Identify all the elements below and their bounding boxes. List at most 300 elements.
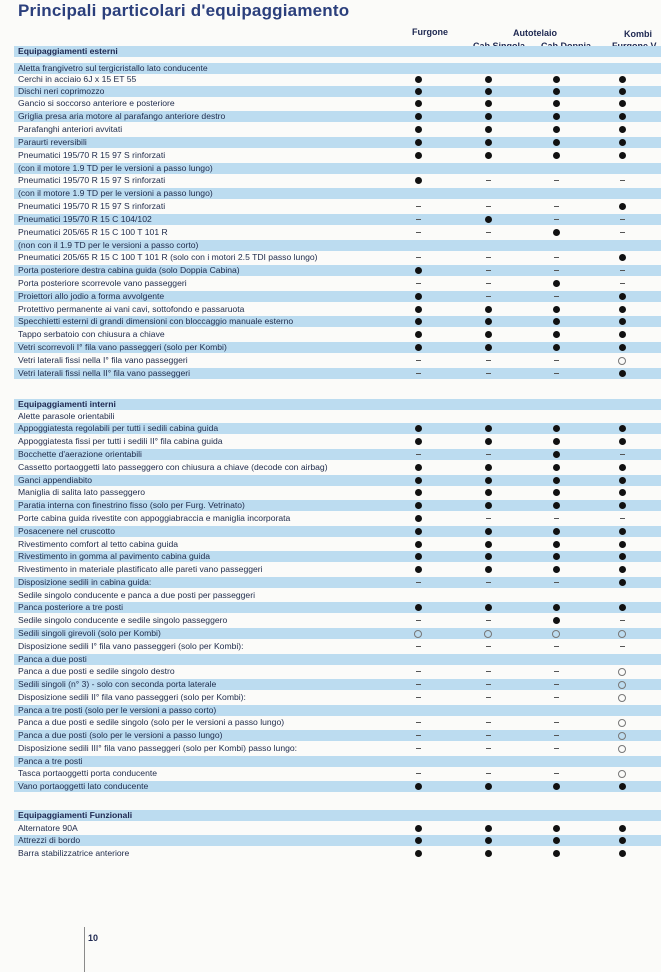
- not-available-marker-cab-doppia: [550, 730, 562, 741]
- not-available-marker-cab-doppia: [550, 265, 562, 276]
- not-available-marker-cab-singola: [482, 175, 494, 186]
- row-label: Pneumatici 195/70 R 15 97 S rinforzati: [18, 150, 166, 160]
- standard-marker-furgone: [412, 475, 424, 486]
- table-row: [14, 679, 661, 690]
- standard-marker-cab-singola: [482, 423, 494, 434]
- standard-marker-cab-singola: [482, 500, 494, 511]
- standard-marker-furgone: [412, 316, 424, 327]
- not-available-marker-furgone: [412, 278, 424, 289]
- row-label: Paratia interna con finestrino fisso (solo per Furg. Vetrinato): [18, 500, 245, 510]
- standard-marker-furgone: [412, 436, 424, 447]
- table-row: [14, 526, 661, 537]
- not-available-marker-kombi: [616, 214, 628, 225]
- row-label: Appoggiatesta regolabili per tutti i sedili cabina guida: [18, 423, 219, 433]
- table-row: [14, 240, 661, 251]
- row-label: Panca a tre posti (solo per le versioni a passo corto): [18, 705, 217, 715]
- row-label: Vetri scorrevoli I° fila vano passeggeri (solo per Kombi): [18, 342, 227, 352]
- not-available-marker-cab-singola: [482, 730, 494, 741]
- row-label: Pneumatici 195/70 R 15 C 104/102: [18, 214, 152, 224]
- table-row: [14, 848, 661, 859]
- not-available-marker-cab-singola: [482, 641, 494, 652]
- not-available-marker-cab-singola: [482, 513, 494, 524]
- table-row: [14, 368, 661, 379]
- section-heading: [14, 810, 661, 821]
- standard-marker-furgone: [412, 74, 424, 85]
- standard-marker-kombi: [616, 368, 628, 379]
- standard-marker-cab-doppia: [550, 86, 562, 97]
- standard-marker-cab-doppia: [550, 316, 562, 327]
- standard-marker-cab-doppia: [550, 539, 562, 550]
- standard-marker-cab-doppia: [550, 487, 562, 498]
- table-row: [14, 564, 661, 575]
- standard-marker-cab-doppia: [550, 564, 562, 575]
- standard-marker-furgone: [412, 551, 424, 562]
- row-label: Barra stabilizzatrice anteriore: [18, 848, 130, 858]
- not-available-marker-cab-singola: [482, 743, 494, 754]
- table-row: [14, 756, 661, 767]
- optional-marker-furgone: [412, 628, 424, 639]
- standard-marker-furgone: [412, 848, 424, 859]
- table-row: [14, 86, 661, 97]
- page-number: 10: [88, 933, 99, 943]
- standard-marker-kombi: [616, 823, 628, 834]
- row-label: Protettivo permanente ai vani cavi, sottofondo e passaruota: [18, 304, 245, 314]
- row-label: Pneumatici 205/65 R 15 C 100 T 101 R (solo con i motori 2.5 TDI passo lungo): [18, 252, 318, 262]
- row-label: Parafanghi anteriori avvitati: [18, 124, 123, 134]
- standard-marker-furgone: [412, 526, 424, 537]
- row-label: Paraurti reversibili: [18, 137, 87, 147]
- not-available-marker-cab-doppia: [550, 768, 562, 779]
- row-label: Vetri laterali fissi nella I° fila vano passeggeri: [18, 355, 188, 365]
- row-label: (con il motore 1.9 TD per le versioni a passo lungo): [18, 188, 213, 198]
- table-row: [14, 411, 661, 422]
- row-label: Rivestimento in gomma al pavimento cabina guida: [18, 551, 211, 561]
- not-available-marker-cab-doppia: [550, 201, 562, 212]
- section-heading: [14, 399, 661, 410]
- table-row: [14, 500, 661, 511]
- standard-marker-kombi: [616, 487, 628, 498]
- row-label: (non con il 1.9 TD per le versioni a passo corto): [18, 240, 199, 250]
- optional-marker-kombi: [616, 355, 628, 366]
- standard-marker-cab-singola: [482, 214, 494, 225]
- standard-marker-kombi: [616, 137, 628, 148]
- standard-marker-furgone: [412, 500, 424, 511]
- row-label: Disposizione sedili II° fila vano passeggeri (solo per Kombi):: [18, 692, 246, 702]
- row-label: Equipaggiamenti Funzionali: [18, 810, 133, 820]
- table-row: [14, 316, 661, 327]
- standard-marker-cab-doppia: [550, 462, 562, 473]
- section-heading: [14, 46, 661, 57]
- standard-marker-kombi: [616, 316, 628, 327]
- standard-marker-cab-doppia: [550, 278, 562, 289]
- not-available-marker-cab-singola: [482, 291, 494, 302]
- row-label: Rivestimento in materiale plastificato alle pareti vano passeggeri: [18, 564, 263, 574]
- standard-marker-cab-doppia: [550, 227, 562, 238]
- table-row: [14, 641, 661, 652]
- standard-marker-kombi: [616, 86, 628, 97]
- table-row: [14, 304, 661, 315]
- standard-marker-cab-singola: [482, 551, 494, 562]
- standard-marker-cab-singola: [482, 602, 494, 613]
- not-available-marker-furgone: [412, 227, 424, 238]
- table-row: [14, 227, 661, 238]
- table-row: [14, 137, 661, 148]
- not-available-marker-cab-singola: [482, 717, 494, 728]
- standard-marker-cab-singola: [482, 86, 494, 97]
- standard-marker-cab-singola: [482, 539, 494, 550]
- not-available-marker-cab-singola: [482, 615, 494, 626]
- standard-marker-cab-singola: [482, 781, 494, 792]
- row-label: Porta posteriore scorrevole vano passeggeri: [18, 278, 187, 288]
- standard-marker-cab-doppia: [550, 848, 562, 859]
- standard-marker-furgone: [412, 137, 424, 148]
- standard-marker-kombi: [616, 781, 628, 792]
- standard-marker-furgone: [412, 823, 424, 834]
- not-available-marker-cab-doppia: [550, 252, 562, 263]
- row-label: Maniglia di salita lato passeggero: [18, 487, 146, 497]
- standard-marker-kombi: [616, 98, 628, 109]
- table-row: [14, 291, 661, 302]
- row-label: Alette parasole orientabili: [18, 411, 115, 421]
- row-label: Tasca portaoggetti porta conducente: [18, 768, 158, 778]
- table-row: [14, 551, 661, 562]
- optional-marker-kombi: [616, 768, 628, 779]
- standard-marker-furgone: [412, 462, 424, 473]
- not-available-marker-kombi: [616, 227, 628, 238]
- not-available-marker-cab-singola: [482, 577, 494, 588]
- standard-marker-kombi: [616, 201, 628, 212]
- row-label: Panca a tre posti: [18, 756, 83, 766]
- standard-marker-furgone: [412, 423, 424, 434]
- row-label: Griglia presa aria motore al parafango anteriore destro: [18, 111, 226, 121]
- not-available-marker-cab-doppia: [550, 577, 562, 588]
- standard-marker-cab-doppia: [550, 304, 562, 315]
- not-available-marker-furgone: [412, 768, 424, 779]
- standard-marker-kombi: [616, 500, 628, 511]
- table-row: [14, 602, 661, 613]
- standard-marker-kombi: [616, 252, 628, 263]
- row-label: Panca a due posti e sedile singolo (solo per le versioni a passo lungo): [18, 717, 285, 727]
- not-available-marker-cab-singola: [482, 768, 494, 779]
- row-label: Posacenere nel cruscotto: [18, 526, 115, 536]
- not-available-marker-cab-doppia: [550, 743, 562, 754]
- not-available-marker-furgone: [412, 717, 424, 728]
- table-row: [14, 252, 661, 263]
- standard-marker-cab-singola: [482, 304, 494, 315]
- not-available-marker-cab-doppia: [550, 291, 562, 302]
- not-available-marker-kombi: [616, 641, 628, 652]
- standard-marker-furgone: [412, 564, 424, 575]
- not-available-marker-kombi: [616, 278, 628, 289]
- standard-marker-kombi: [616, 423, 628, 434]
- row-label: Equipaggiamenti interni: [18, 399, 116, 409]
- not-available-marker-furgone: [412, 641, 424, 652]
- not-available-marker-cab-singola: [482, 692, 494, 703]
- optional-marker-kombi: [616, 628, 628, 639]
- standard-marker-furgone: [412, 291, 424, 302]
- row-label: (con il motore 1.9 TD per le versioni a passo lungo): [18, 163, 213, 173]
- standard-marker-cab-doppia: [550, 781, 562, 792]
- table-row: [14, 449, 661, 460]
- row-label: Sedili singoli (n° 3) - solo con seconda porta laterale: [18, 679, 217, 689]
- table-row: [14, 768, 661, 779]
- standard-marker-furgone: [412, 602, 424, 613]
- standard-marker-cab-doppia: [550, 615, 562, 626]
- row-label: Panca a due posti (solo per le versioni a passo lungo): [18, 730, 223, 740]
- standard-marker-furgone: [412, 781, 424, 792]
- standard-marker-kombi: [616, 436, 628, 447]
- row-label: Ganci appendiabito: [18, 475, 93, 485]
- standard-marker-cab-singola: [482, 98, 494, 109]
- standard-marker-cab-doppia: [550, 551, 562, 562]
- standard-marker-cab-singola: [482, 564, 494, 575]
- not-available-marker-cab-singola: [482, 666, 494, 677]
- standard-marker-kombi: [616, 329, 628, 340]
- standard-marker-cab-doppia: [550, 449, 562, 460]
- row-label: Vetri laterali fissi nella II° fila vano passeggeri: [18, 368, 191, 378]
- row-label: Bocchette d'aerazione orientabili: [18, 449, 142, 459]
- optional-marker-kombi: [616, 692, 628, 703]
- standard-marker-cab-doppia: [550, 74, 562, 85]
- standard-marker-kombi: [616, 551, 628, 562]
- standard-marker-kombi: [616, 475, 628, 486]
- row-label: Porta posteriore destra cabina guida (solo Doppia Cabina): [18, 265, 240, 275]
- optional-marker-kombi: [616, 666, 628, 677]
- standard-marker-cab-singola: [482, 74, 494, 85]
- not-available-marker-kombi: [616, 449, 628, 460]
- standard-marker-cab-singola: [482, 436, 494, 447]
- row-label: Disposizione sedili in cabina guida:: [18, 577, 152, 587]
- row-label: Pneumatici 195/70 R 15 97 S rinforzati: [18, 175, 166, 185]
- table-row: [14, 654, 661, 665]
- standard-marker-cab-singola: [482, 150, 494, 161]
- standard-marker-kombi: [616, 564, 628, 575]
- standard-marker-cab-singola: [482, 823, 494, 834]
- not-available-marker-furgone: [412, 730, 424, 741]
- standard-marker-furgone: [412, 513, 424, 524]
- standard-marker-furgone: [412, 329, 424, 340]
- optional-marker-kombi: [616, 743, 628, 754]
- table-row: [14, 577, 661, 588]
- not-available-marker-furgone: [412, 252, 424, 263]
- not-available-marker-cab-singola: [482, 679, 494, 690]
- column-header-kombi: Kombi: [624, 29, 652, 39]
- row-label: Proiettori allo jodio a forma avvolgente: [18, 291, 165, 301]
- standard-marker-furgone: [412, 487, 424, 498]
- row-label: Gancio si soccorso anteriore e posteriore: [18, 98, 175, 108]
- not-available-marker-cab-singola: [482, 252, 494, 263]
- table-row: [14, 111, 661, 122]
- table-row: [14, 74, 661, 85]
- not-available-marker-cab-doppia: [550, 355, 562, 366]
- standard-marker-cab-singola: [482, 137, 494, 148]
- table-row: [14, 717, 661, 728]
- table-row: [14, 628, 661, 639]
- not-available-marker-cab-singola: [482, 265, 494, 276]
- row-label: Appoggiatesta fissi per tutti i sedili II° fila cabina guida: [18, 436, 223, 446]
- standard-marker-cab-doppia: [550, 500, 562, 511]
- standard-marker-cab-doppia: [550, 98, 562, 109]
- row-label: Tappo serbatoio con chiusura a chiave: [18, 329, 165, 339]
- standard-marker-cab-singola: [482, 835, 494, 846]
- page-divider: [84, 927, 85, 972]
- table-row: [14, 666, 661, 677]
- table-row: [14, 355, 661, 366]
- standard-marker-cab-singola: [482, 111, 494, 122]
- row-label: Cerchi in acciaio 6J x 15 ET 55: [18, 74, 137, 84]
- standard-marker-furgone: [412, 304, 424, 315]
- standard-marker-furgone: [412, 539, 424, 550]
- table-row: [14, 743, 661, 754]
- row-label: Attrezzi di bordo: [18, 835, 81, 845]
- standard-marker-kombi: [616, 124, 628, 135]
- standard-marker-furgone: [412, 342, 424, 353]
- standard-marker-kombi: [616, 462, 628, 473]
- standard-marker-cab-doppia: [550, 475, 562, 486]
- standard-marker-furgone: [412, 86, 424, 97]
- table-row: [14, 436, 661, 447]
- standard-marker-kombi: [616, 111, 628, 122]
- not-available-marker-cab-singola: [482, 278, 494, 289]
- row-label: Vano portaoggetti lato conducente: [18, 781, 149, 791]
- standard-marker-cab-singola: [482, 526, 494, 537]
- not-available-marker-furgone: [412, 355, 424, 366]
- row-label: Porte cabina guida rivestite con appoggiabraccia e maniglia incorporata: [18, 513, 291, 523]
- standard-marker-furgone: [412, 98, 424, 109]
- table-row: [14, 63, 661, 74]
- not-available-marker-kombi: [616, 513, 628, 524]
- row-label: Panca a due posti: [18, 654, 87, 664]
- standard-marker-cab-doppia: [550, 137, 562, 148]
- standard-marker-cab-doppia: [550, 823, 562, 834]
- not-available-marker-furgone: [412, 692, 424, 703]
- standard-marker-kombi: [616, 150, 628, 161]
- standard-marker-cab-doppia: [550, 423, 562, 434]
- page-title: Principali particolari d'equipaggiamento: [18, 1, 350, 20]
- row-label: Rivestimento comfort al tetto cabina guida: [18, 539, 179, 549]
- not-available-marker-cab-doppia: [550, 214, 562, 225]
- not-available-marker-furgone: [412, 743, 424, 754]
- table-row: [14, 188, 661, 199]
- table-row: [14, 423, 661, 434]
- standard-marker-kombi: [616, 835, 628, 846]
- table-row: [14, 590, 661, 601]
- table-row: [14, 342, 661, 353]
- standard-marker-cab-doppia: [550, 342, 562, 353]
- optional-marker-kombi: [616, 717, 628, 728]
- standard-marker-kombi: [616, 526, 628, 537]
- standard-marker-furgone: [412, 265, 424, 276]
- table-row: [14, 692, 661, 703]
- table-row: [14, 214, 661, 225]
- optional-marker-cab-doppia: [550, 628, 562, 639]
- standard-marker-cab-singola: [482, 342, 494, 353]
- standard-marker-furgone: [412, 111, 424, 122]
- standard-marker-cab-doppia: [550, 526, 562, 537]
- not-available-marker-furgone: [412, 214, 424, 225]
- table-row: [14, 98, 661, 109]
- not-available-marker-cab-singola: [482, 368, 494, 379]
- table-row: [14, 705, 661, 716]
- standard-marker-kombi: [616, 539, 628, 550]
- row-label: Cassetto portaoggetti lato passeggero con chiusura a chiave (decode con airbag): [18, 462, 328, 472]
- standard-marker-cab-doppia: [550, 436, 562, 447]
- standard-marker-cab-doppia: [550, 835, 562, 846]
- not-available-marker-kombi: [616, 175, 628, 186]
- not-available-marker-cab-singola: [482, 449, 494, 460]
- table-row: [14, 539, 661, 550]
- row-label: Dischi neri coprimozzo: [18, 86, 105, 96]
- not-available-marker-furgone: [412, 201, 424, 212]
- row-label: Sedile singolo conducente e sedile singolo passeggero: [18, 615, 228, 625]
- not-available-marker-cab-doppia: [550, 175, 562, 186]
- standard-marker-furgone: [412, 124, 424, 135]
- not-available-marker-cab-doppia: [550, 679, 562, 690]
- table-row: [14, 124, 661, 135]
- not-available-marker-cab-doppia: [550, 692, 562, 703]
- table-row: [14, 513, 661, 524]
- table-row: [14, 487, 661, 498]
- not-available-marker-cab-singola: [482, 355, 494, 366]
- standard-marker-cab-singola: [482, 329, 494, 340]
- not-available-marker-furgone: [412, 679, 424, 690]
- standard-marker-furgone: [412, 835, 424, 846]
- optional-marker-cab-singola: [482, 628, 494, 639]
- table-row: [14, 163, 661, 174]
- not-available-marker-cab-doppia: [550, 666, 562, 677]
- row-label: Panca posteriore a tre posti: [18, 602, 124, 612]
- standard-marker-cab-doppia: [550, 602, 562, 613]
- row-label: Panca a due posti e sedile singolo destro: [18, 666, 175, 676]
- table-row: [14, 730, 661, 741]
- column-header-furgone: Furgone: [412, 27, 448, 37]
- table-row: [14, 835, 661, 846]
- standard-marker-cab-doppia: [550, 150, 562, 161]
- standard-marker-cab-doppia: [550, 124, 562, 135]
- standard-marker-cab-singola: [482, 487, 494, 498]
- row-label: Pneumatici 205/65 R 15 C 100 T 101 R: [18, 227, 168, 237]
- standard-marker-cab-singola: [482, 848, 494, 859]
- not-available-marker-furgone: [412, 615, 424, 626]
- not-available-marker-cab-doppia: [550, 641, 562, 652]
- not-available-marker-kombi: [616, 615, 628, 626]
- standard-marker-furgone: [412, 175, 424, 186]
- table-row: [14, 278, 661, 289]
- standard-marker-cab-singola: [482, 316, 494, 327]
- standard-marker-kombi: [616, 602, 628, 613]
- column-header-autotelaio: Autotelaio: [513, 28, 557, 38]
- row-label: Aletta frangivetro sul tergicristallo lato conducente: [18, 63, 208, 73]
- row-label: Sedili singoli girevoli (solo per Kombi): [18, 628, 161, 638]
- standard-marker-kombi: [616, 577, 628, 588]
- table-row: [14, 823, 661, 834]
- table-row: [14, 175, 661, 186]
- row-label: Disposizione sedili I° fila vano passeggeri (solo per Kombi):: [18, 641, 244, 651]
- table-row: [14, 201, 661, 212]
- standard-marker-kombi: [616, 848, 628, 859]
- standard-marker-kombi: [616, 304, 628, 315]
- table-row: [14, 475, 661, 486]
- not-available-marker-cab-doppia: [550, 368, 562, 379]
- not-available-marker-cab-doppia: [550, 717, 562, 728]
- standard-marker-cab-singola: [482, 475, 494, 486]
- not-available-marker-furgone: [412, 449, 424, 460]
- standard-marker-kombi: [616, 74, 628, 85]
- standard-marker-cab-singola: [482, 462, 494, 473]
- standard-marker-kombi: [616, 291, 628, 302]
- table-row: [14, 781, 661, 792]
- not-available-marker-cab-doppia: [550, 513, 562, 524]
